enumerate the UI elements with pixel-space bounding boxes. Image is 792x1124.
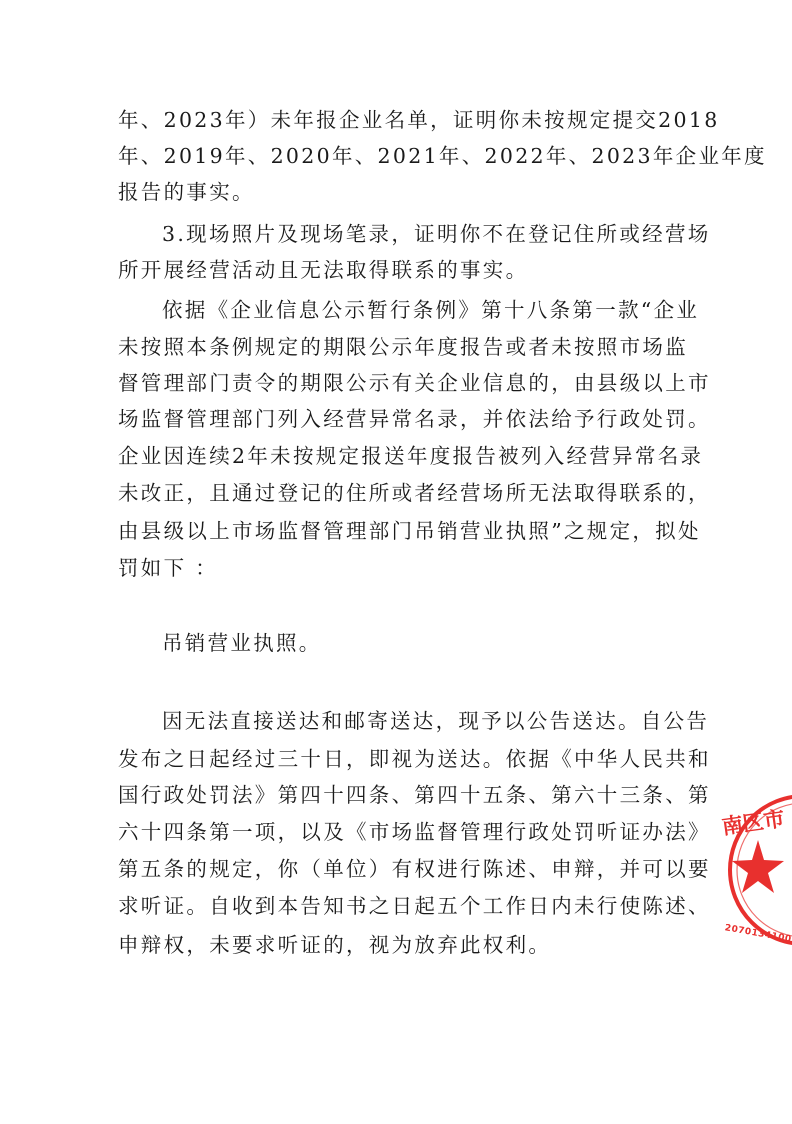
seal-text-top: 南区市 — [720, 806, 787, 840]
text-line-6: 依据《企业信息公示暂行条例》第十八条第一款“企业 — [162, 298, 700, 322]
text-line-11: 未改正，且通过登记的住所或者经营场所无法取得联系的， — [118, 481, 711, 505]
text-line-18: 六十四条第一项，以及《市场监督管理行政处罚听证办法》 — [118, 820, 711, 844]
text-line-17: 国行政处罚法》第四十四条、第四十五条、第六十三条、第 — [118, 783, 711, 807]
text-line-16: 发布之日起经过三十日，即视为送达。依据《中华人民共和 — [118, 747, 711, 771]
text-line-10: 企业因连续2年未按规定报送年度报告被列入经营异常名录 — [118, 444, 704, 468]
seal-icon — [712, 785, 792, 955]
official-seal — [712, 785, 792, 955]
text-line-13: 罚如下 ： — [118, 556, 219, 580]
text-line-14: 吊销营业执照。 — [162, 631, 322, 655]
text-line-21: 申辩权，未要求听证的，视为放弃此权利。 — [118, 933, 552, 957]
text-line-8: 督管理部门责令的期限公示有关企业信息的，由县级以上市 — [118, 371, 711, 395]
text-line-2: 年、2019年、2020年、2021年、2022年、2023年企业年度 — [118, 144, 767, 168]
text-line-12: 由县级以上市场监督管理部门吊销营业执照”之规定，拟处 — [118, 519, 701, 543]
text-line-3: 报告的事实。 — [118, 180, 255, 204]
text-line-7: 未按照本条例规定的期限公示年度报告或者未按照市场监 — [118, 335, 688, 359]
text-line-1: 年、2023年）未年报企业名单，证明你未按规定提交2018 — [118, 108, 720, 132]
text-line-4: 3.现场照片及现场笔录，证明你不在登记住所或经营场 — [162, 222, 711, 246]
text-line-9: 场监督管理部门列入经营异常名录，并依法给予行政处罚。 — [118, 407, 711, 431]
text-line-19: 第五条的规定，你（单位）有权进行陈述、申辩，并可以要 — [118, 857, 711, 881]
text-line-20: 求听证。自收到本告知书之日起五个工作日内未行使陈述、 — [118, 894, 711, 918]
text-line-15: 因无法直接送达和邮寄送达，现予以公告送达。自公告 — [162, 709, 710, 733]
seal-text-bottom: 2070134100 — [723, 923, 792, 945]
text-line-5: 所开展经营活动且无法取得联系的事实。 — [118, 258, 529, 282]
